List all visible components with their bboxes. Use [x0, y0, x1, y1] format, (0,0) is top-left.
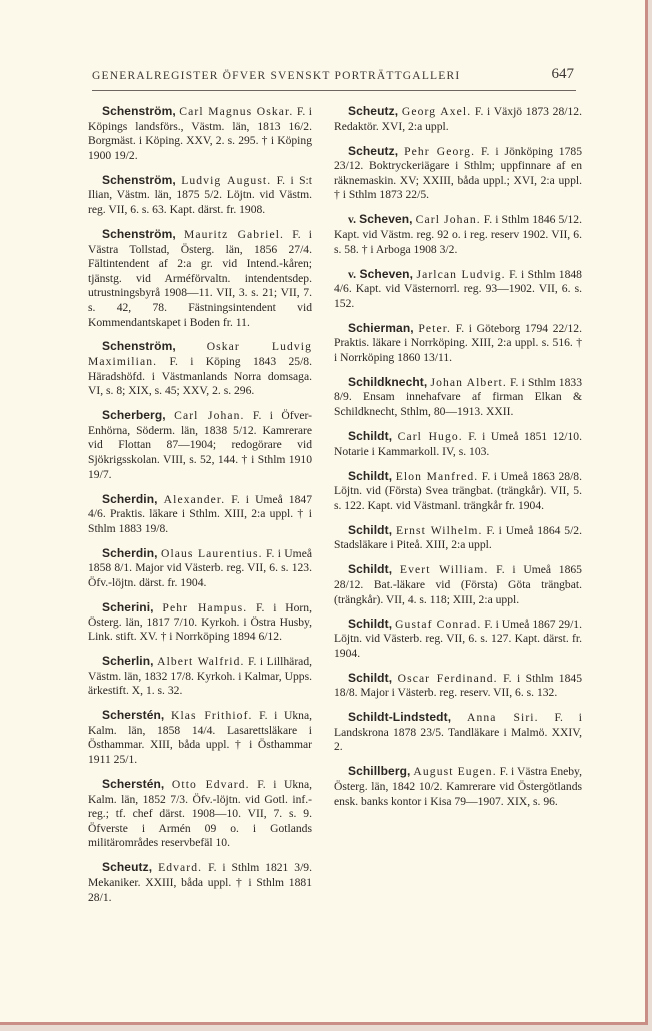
- entry-given-names: Carl Magnus Oskar.: [179, 105, 294, 118]
- entry-details: F. i Sthlm 1845 18/8. Major i Västerb. reg. reserv. VII, 6. s. 132.: [334, 671, 582, 700]
- entry-given-names: Jarlcan Ludvig.: [416, 267, 506, 281]
- register-entry: [88, 708, 312, 767]
- entry-surname: Schenström,: [102, 226, 176, 241]
- entry-details: F. i Jönköping 1785 23/12. Boktryckeriägare i Sthlm; uppfinnare af en räknemaskin. XV; XXIII, båda uppl.; XVI, 2:a uppl. † i Sthlm 1873 22/5.: [334, 144, 582, 202]
- register-entry: [334, 764, 582, 809]
- entry-details: F. i Umeå 1851 12/10. Notarie i Kammarkoll. IV, s. 103.: [334, 430, 582, 458]
- entry-surname: Scherberg,: [102, 408, 166, 423]
- entry-given-names: Otto Edvard.: [171, 778, 250, 792]
- entry-details: F. i Göteborg 1794 22/12. Praktis. läkare i Norrköping. XIII, 2:a uppl. s. 516. † i Norrköping 1860 13/11.: [334, 321, 582, 364]
- entry-details: F. i Umeå 1858 8/1. Major vid Västerb. reg. VII, 6. s. 123. Öfv.-löjtn. därst. fr. 1904.: [88, 546, 312, 589]
- entry-given-names: Olaus Laurentius.: [160, 546, 263, 560]
- entry-surname: Schenström,: [102, 339, 176, 354]
- entry-surname: Scheutz,: [348, 104, 399, 118]
- entry-prefix: v.: [348, 267, 360, 281]
- entry-given-names: Peter.: [418, 321, 452, 335]
- register-entry: [334, 617, 582, 662]
- entry-details: F. i Umeå 1865 28/12. Bat.-läkare vid (Första) Göta trängbat. (trängkår). VII, 4. s. 118; XIII, 2:a uppl.: [334, 563, 582, 606]
- entry-details: F. i Sthlm 1821 3/9. Mekaniker. XXIII, båda uppl. † i Sthlm 1881 28/1.: [88, 861, 312, 904]
- register-entry: [88, 339, 312, 398]
- entry-details: F. i Ukna, Kalm. län, 1858 14/4. Lasarettsläkare i Östhammar. XIII, båda uppl. † i Östhammar 1911 25/1.: [88, 709, 313, 767]
- register-entry: [334, 671, 582, 701]
- entry-given-names: Albert Walfrid.: [157, 655, 245, 669]
- entry-given-names: Ludvig August.: [181, 173, 272, 187]
- register-entry: [334, 212, 582, 257]
- register-entry: [88, 173, 312, 218]
- page-header: [92, 64, 576, 91]
- entry-details: F. i Umeå 1847 4/6. Praktis. läkare i Sthlm. XIII, 2:a uppl. † i Sthlm 1883 19/8.: [88, 492, 312, 535]
- entry-details: F. i Landskrona 1878 23/5. Tandläkare i Malmö. XXIV, 2.: [334, 711, 582, 754]
- entry-given-names: Carl Johan.: [415, 213, 481, 227]
- entry-given-names: Oscar Ferdinand.: [397, 671, 498, 685]
- entry-details: F. i Västra Eneby, Österg. län, 1842 10/2. Kamrerare vid Östergötlands ensk. banks kontor i Kisa 79—1907. XIX, s. 96.: [334, 765, 582, 808]
- entry-prefix: v.: [348, 213, 360, 227]
- running-title: GENERALREGISTER ÖFVER SVENSKT PORTRÄTTGALLERI: [92, 70, 461, 82]
- register-entry: [334, 562, 582, 607]
- entry-details: F. i Västra Tollstad, Österg. län, 1856 27/4. Fältintendent af 2:a gr. vid Intend.-kåren; tjänstg. vid Arméförvaltn. intendentsdep. utrustningsbyrå 1908—11. VII, 3. s. 21; VII, 7. s. 42, 78. Fästningsintendent vid Kommendantskapet i Boden fr. 11.: [88, 227, 312, 329]
- register-entry: [88, 654, 312, 699]
- register-entry: [334, 469, 582, 514]
- entry-given-names: Anna Siri.: [467, 711, 539, 725]
- entry-given-names: Elon Manfred.: [395, 469, 479, 483]
- entry-given-names: Johan Albert.: [430, 375, 507, 389]
- entry-surname: Schierman,: [348, 320, 414, 335]
- entry-details: F. i Ukna, Kalm. län, 1852 7/3. Öfv.-löjtn. vid Gotl. inf.-reg.; tf. chef därst. 1908—10. VII, 7. s. 9. Öfverste i Armén 09 o. i Gotlands militärområdes reservbefäl 10.: [88, 778, 312, 850]
- register-entry: [334, 144, 582, 203]
- register-entry: [334, 710, 582, 755]
- register-entry: [334, 523, 582, 553]
- entry-surname: Schildt,: [348, 616, 393, 631]
- register-entry: [88, 408, 312, 482]
- register-entry: [88, 492, 312, 537]
- entry-surname: Scherini,: [102, 599, 154, 614]
- entry-details: F. i Köping 1843 25/8. Häradshöfd. i Västmanlands Norra domsaga. VI, s. 8; XIX, s. 45; XXV, 2. s. 296.: [88, 355, 312, 398]
- entry-details: F. i S:t Ilian, Västm. län, 1875 5/2. Löjtn. vid Västm. reg. VII, 6. s. 63. Kapt. därst. fr. 1908.: [88, 173, 312, 216]
- entry-surname: Scheutz,: [348, 143, 399, 158]
- right-column: [334, 104, 582, 819]
- entry-details: F. i Horn, Österg. län, 1817 7/10. Kyrkoh. i Östra Husby, Link. stift. XV. † i Norrköping 1894 6/12.: [88, 600, 312, 644]
- entry-surname: Scherlin,: [102, 654, 154, 669]
- entry-given-names: Gustaf Conrad.: [395, 617, 482, 631]
- register-entry: [88, 227, 312, 330]
- entry-details: F. i Umeå 1864 5/2. Stadsläkare i Piteå. XIII, 2:a uppl.: [334, 523, 582, 552]
- entry-given-names: Ernst Wilhelm.: [396, 523, 483, 537]
- entry-details: F. i Sthlm 1833 8/9. Ensam innehafvare af firman Elkan & Schildknecht, Sthlm, 80—1913. XXII.: [334, 375, 582, 419]
- entry-surname: Schildt,: [348, 522, 393, 537]
- entry-given-names: Pehr Georg.: [404, 144, 476, 158]
- entry-surname: Scherdin,: [102, 545, 158, 560]
- left-column: [88, 104, 312, 915]
- entry-details: F. i Umeå 1867 29/1. Löjtn. vid Västerb. reg. VII, 6. s. 127. Kapt. därst. fr. 1904.: [334, 617, 582, 660]
- entry-given-names: Mauritz Gabriel.: [183, 227, 285, 241]
- register-entry: [334, 267, 582, 312]
- register-entry: [334, 104, 582, 134]
- entry-details: F. i Umeå 1863 28/8. Löjtn. vid (Första) Svea trängbat. (trängkår). VII, 5. s. 122. Kapt. vid Västmanl. trängkår fr. 1904.: [334, 469, 582, 512]
- register-entry: [334, 375, 582, 420]
- entry-details: F. i Sthlm 1846 5/12. Kapt. vid Västm. reg. 92 o. i reg. reserv 1902. VII, 6. s. 58. † i Arboga 1908 3/2.: [334, 213, 582, 256]
- entry-given-names: August Eugen.: [413, 765, 497, 779]
- entry-surname: Scheven,: [359, 266, 414, 281]
- entry-surname: Scherstén,: [102, 777, 165, 792]
- entry-surname: Schenström,: [102, 104, 176, 118]
- entry-details: F. i Växjö 1873 28/12. Redaktör. XVI, 2:a uppl.: [334, 105, 582, 133]
- entry-surname: Scheutz,: [102, 860, 153, 875]
- entry-given-names: Carl Johan.: [174, 409, 245, 423]
- entry-surname: Schildt,: [348, 562, 393, 577]
- register-entry: [334, 321, 582, 366]
- entry-surname: Schildknecht,: [348, 374, 428, 389]
- entry-details: F. i Öfver-Enhörna, Söderm. län, 1838 5/12. Kamrerare vid Flottan 87—1904; redogörare vid Sjökrigsskolan. VIII, s. 52, 144. † i Sthlm 1910 19/7.: [88, 409, 313, 481]
- entry-given-names: Georg Axel.: [401, 105, 472, 118]
- register-entry: [88, 777, 312, 851]
- page-number: 647: [551, 66, 574, 82]
- entry-given-names: Carl Hugo.: [397, 430, 463, 444]
- entry-surname: Schildt,: [348, 429, 393, 444]
- register-entry: [88, 860, 312, 905]
- entry-surname: Schildt,: [348, 468, 393, 483]
- register-entry: [88, 104, 312, 163]
- register-entry: [88, 600, 312, 645]
- entry-details: F. i Lillhärad, Västm. län, 1832 17/8. Kyrkoh. i Kalmar, Upps. ärkestift. X, 1. s. 32.: [88, 655, 313, 698]
- entry-given-names: Klas Frithiof.: [170, 709, 253, 723]
- entry-details: F. i Sthlm 1848 4/6. Kapt. vid Västernorrl. reg. 93—1902. VII, 6. s. 152.: [334, 267, 582, 310]
- entry-given-names: Pehr Hampus.: [162, 600, 248, 614]
- entry-surname: Scherdin,: [102, 491, 158, 506]
- entry-given-names: Evert William.: [399, 563, 489, 577]
- entry-surname: Schenström,: [102, 172, 176, 187]
- entry-surname: Schildt-Lindstedt,: [348, 710, 452, 725]
- register-entry: [88, 546, 312, 591]
- entry-given-names: Oskar Ludvig Maximilian.: [88, 340, 312, 369]
- entry-surname: Scherstén,: [102, 708, 165, 723]
- entry-surname: Scheven,: [359, 212, 413, 227]
- entry-details: F. i Köpings landsförs., Västm. län, 1813 16/2. Borgmäst. i Köping. XXV, 2. s. 295. † i Köping 1900 19/2.: [88, 105, 312, 162]
- entry-given-names: Alexander.: [163, 492, 226, 506]
- entry-given-names: Edvard.: [158, 861, 203, 875]
- entry-surname: Schildt,: [348, 670, 393, 685]
- entry-surname: Schillberg,: [348, 764, 411, 779]
- register-entry: [334, 429, 582, 459]
